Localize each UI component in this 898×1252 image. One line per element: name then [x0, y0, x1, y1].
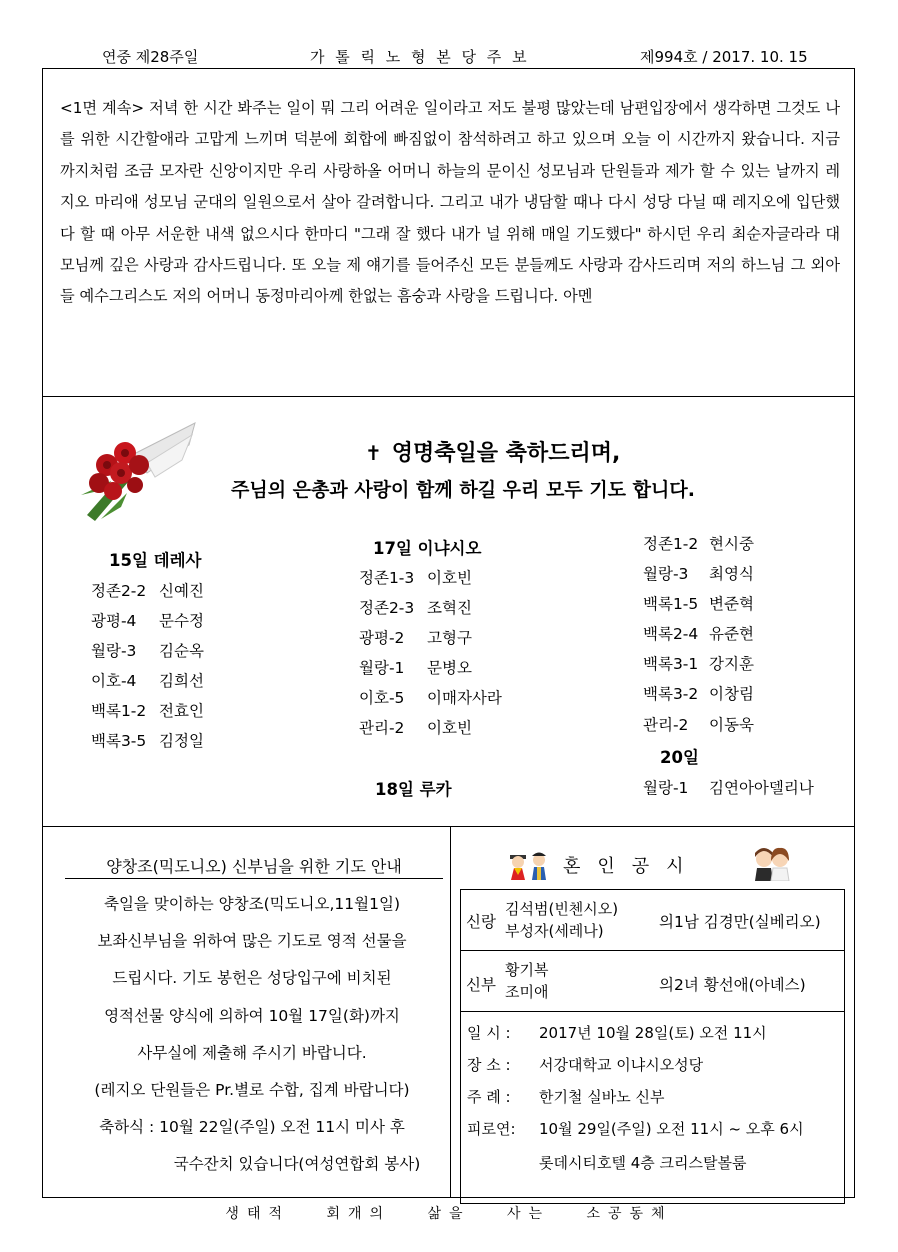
- info-key: 주 례 :: [467, 1088, 511, 1106]
- couple-icon: [751, 845, 793, 881]
- col3-names: [643, 529, 754, 740]
- person-name: 문수정: [159, 612, 204, 631]
- name-row: [643, 710, 754, 740]
- groom-name: 김석범(빈첸시오): [505, 900, 619, 918]
- person-name: 강지훈: [709, 655, 754, 674]
- wedding-info-row: [467, 1022, 767, 1043]
- parish-unit: 백록2-4: [643, 625, 699, 644]
- prayer-line: 보좌신부님을 위하여 많은 기도로 영적 선물을: [97, 932, 407, 951]
- wedding-title: 혼인공시: [563, 856, 701, 877]
- name-row: [91, 606, 204, 636]
- person-name: 최영식: [709, 565, 754, 584]
- col2-heading: 17일 이냐시오: [373, 539, 482, 558]
- person-name: 조혁진: [427, 599, 472, 618]
- prayer-line: (레지오 단원들은 Pr.별로 수합, 집계 바랍니다): [94, 1081, 410, 1100]
- parish-unit: 백록3-5: [91, 732, 147, 751]
- prayer-line: 축일을 맞이하는 양창조(믹도니오,11월1일): [103, 895, 401, 913]
- page-frame: [42, 68, 855, 1198]
- info-key: 장 소 :: [467, 1056, 511, 1074]
- bride-father-name: 황기복: [505, 961, 549, 979]
- parish-unit: 이호-4: [91, 672, 137, 691]
- parish-unit: 월랑-1: [643, 779, 689, 797]
- name-row: [643, 679, 754, 709]
- prayer-line: 드립시다. 기도 봉헌은 성당입구에 비치된: [112, 969, 392, 988]
- groom-row: [461, 890, 844, 951]
- prayer-line: 영적선물 양식에 의하여 10월 17일(화)까지: [104, 1006, 400, 1025]
- parish-unit: 정존1-3: [359, 569, 415, 587]
- bride-relation: 의2녀 황선애(아녜스): [659, 976, 806, 994]
- name-row: [359, 563, 502, 593]
- bride-row: [461, 951, 844, 1012]
- column-divider: [450, 826, 451, 1198]
- name-row: [359, 683, 502, 713]
- prayer-line: 국수잔치 있습니다(여성연합회 봉사): [173, 1155, 421, 1174]
- parish-unit: 월랑-3: [91, 642, 137, 661]
- name-row: [91, 576, 204, 606]
- continuation-text: <1면 계속> 저녁 한 시간 봐주는 일이 뭐 그리 어려운 일이라고 저도 불평 많았는데 남편입장에서 생각하면 그것도 나를 위한 시간할애라 고맙게 느끼며 덕분에 회합에 빠짐없이 참석하려고 하고 있으며 오늘 이 시간까지 왔습니다. 지금까지처럼 조금 모자란 신앙이지만 우리 사랑하올 어머니 하늘의 문이신 성모님과 단원들과 제가 할 수 있는 날까지 레지오 마리애 성모님 군대의 일원으로서 살아 갈려합니다. 그리고 내가 냉담할 때나 다시 성당 다닐 때 레지오에 입단했다 할 때 아무 서운한 내색 없으시다 한마디 "그래 잘 했다 내가 널 위해 매일 기도했다" 하시던 우리 최순자글라라 대모님께 깊은 사랑과 감사드립니다. 또 오늘 제 얘기를 들어주신 모든 분들께도 사랑과 감사드리며 저의 하느님 그 외아들 예수그리스도 저의 어머니 동정마리아께 한없는 흠숭과 사랑을 드립니다. 아멘: [60, 99, 840, 306]
- info-value: 2017년 10월 28일(토) 오전 11시: [539, 1024, 767, 1042]
- parish-unit: 백록3-2: [643, 685, 699, 704]
- name-row: [359, 653, 502, 683]
- info-value: 서강대학교 이냐시오성당: [539, 1056, 704, 1074]
- parish-unit: 광평-4: [91, 612, 137, 631]
- person-name: 이호빈: [427, 569, 472, 587]
- parish-unit: 정존1-2: [643, 535, 699, 553]
- cross-icon: ✝: [365, 441, 382, 465]
- wedding-info-row: [467, 1054, 703, 1075]
- col1-heading: 15일 데레사: [109, 551, 202, 570]
- issue-number: 제994호 / 2017. 10. 15: [640, 48, 808, 66]
- feast-title: ✝ 영명축일을 축하드리며,: [365, 441, 621, 466]
- parish-unit: 월랑-1: [359, 659, 405, 678]
- divider: [43, 396, 854, 397]
- name-row: [359, 593, 502, 623]
- wedding-box: [460, 889, 845, 1204]
- col3-heading2: 20일: [660, 748, 699, 767]
- wedding-info-row: [467, 1086, 664, 1107]
- parish-unit: 이호-5: [359, 689, 405, 708]
- person-name: 김희선: [159, 672, 204, 691]
- parish-unit: 광평-2: [359, 629, 405, 648]
- info-value: 10월 29일(주일) 오전 11시 ~ 오후 6시: [539, 1120, 804, 1138]
- name-row: [91, 666, 204, 696]
- person-name: 이동욱: [709, 715, 754, 734]
- parish-unit: 월랑-3: [643, 565, 689, 584]
- parish-unit: 백록1-2: [91, 702, 147, 721]
- col3-names2: [643, 773, 814, 803]
- bride-mother-name: 조미애: [505, 983, 549, 1001]
- name-row: [91, 696, 204, 726]
- col2-heading2: 18일 루카: [375, 780, 452, 799]
- groom-relation: 의1남 김경만(실베리오): [659, 913, 821, 931]
- prayer-line: 축하식 : 10월 22일(주일) 오전 11시 미사 후: [99, 1118, 405, 1137]
- person-name: 이창림: [709, 685, 754, 704]
- info-key: 일 시 :: [467, 1024, 511, 1042]
- parish-unit: 관리-2: [359, 719, 405, 738]
- info-key: 피로연:: [467, 1120, 516, 1138]
- col2-names: [359, 563, 502, 744]
- name-row: [643, 589, 754, 619]
- feast-subtitle: 주님의 은총과 사랑이 함께 하길 우리 모두 기도 합니다.: [231, 479, 695, 501]
- name-row: [359, 623, 502, 653]
- name-row: [643, 649, 754, 679]
- wedding-info-row: [467, 1118, 804, 1139]
- person-name: 김순옥: [159, 642, 204, 661]
- person-name: 고형구: [427, 629, 472, 648]
- col1-names: [91, 576, 204, 757]
- prayer-line: 사무실에 제출해 주시기 바랍니다.: [137, 1043, 367, 1062]
- person-name: 이매자사라: [427, 689, 502, 708]
- footer-slogan: 생태적 회개의 삶을 사는 소공동체: [225, 1206, 673, 1222]
- parish-unit: 백록3-1: [643, 655, 699, 674]
- rose-bouquet-icon: [77, 415, 197, 525]
- person-name: 김정일: [159, 732, 204, 751]
- groom-mother-name: 부성자(세레나): [505, 922, 604, 940]
- name-row: [91, 636, 204, 666]
- page-header: [0, 46, 898, 68]
- name-row: [643, 619, 754, 649]
- week-label: 연중 제28주일: [102, 48, 199, 66]
- person-name: 신예진: [159, 582, 204, 600]
- person-name: 변준혁: [709, 595, 754, 614]
- person-name: 이호빈: [427, 719, 472, 738]
- bulletin-title: 가 톨 릭 노 형 본 당 주 보: [310, 48, 530, 66]
- name-row: [643, 529, 754, 559]
- person-name: 유준현: [709, 625, 754, 644]
- info-value: 한기철 실바노 신부: [539, 1088, 665, 1106]
- person-name: 현시중: [709, 535, 754, 553]
- prayer-title: 양창조(믹도니오) 신부님을 위한 기도 안내: [65, 854, 443, 879]
- parish-unit: 정존2-3: [359, 599, 415, 618]
- divider: [43, 826, 854, 827]
- name-row: [643, 559, 754, 589]
- parish-unit: 정존2-2: [91, 582, 147, 600]
- person-name: 전효인: [159, 702, 204, 721]
- person-name: 김연아아델리나: [709, 779, 814, 797]
- prayer-body: [57, 886, 447, 1184]
- person-name: 문병오: [427, 659, 472, 678]
- parish-unit: 백록1-5: [643, 595, 699, 614]
- name-row: [91, 726, 204, 756]
- parish-unit: 관리-2: [643, 715, 689, 734]
- name-row: [643, 773, 814, 803]
- bride-label: 신부: [466, 976, 496, 994]
- name-row: [359, 713, 502, 743]
- groom-label: 신랑: [466, 913, 496, 931]
- bride-groom-icon: [508, 847, 552, 881]
- reception-venue: 롯데시티호텔 4층 크리스탈볼룸: [539, 1154, 747, 1172]
